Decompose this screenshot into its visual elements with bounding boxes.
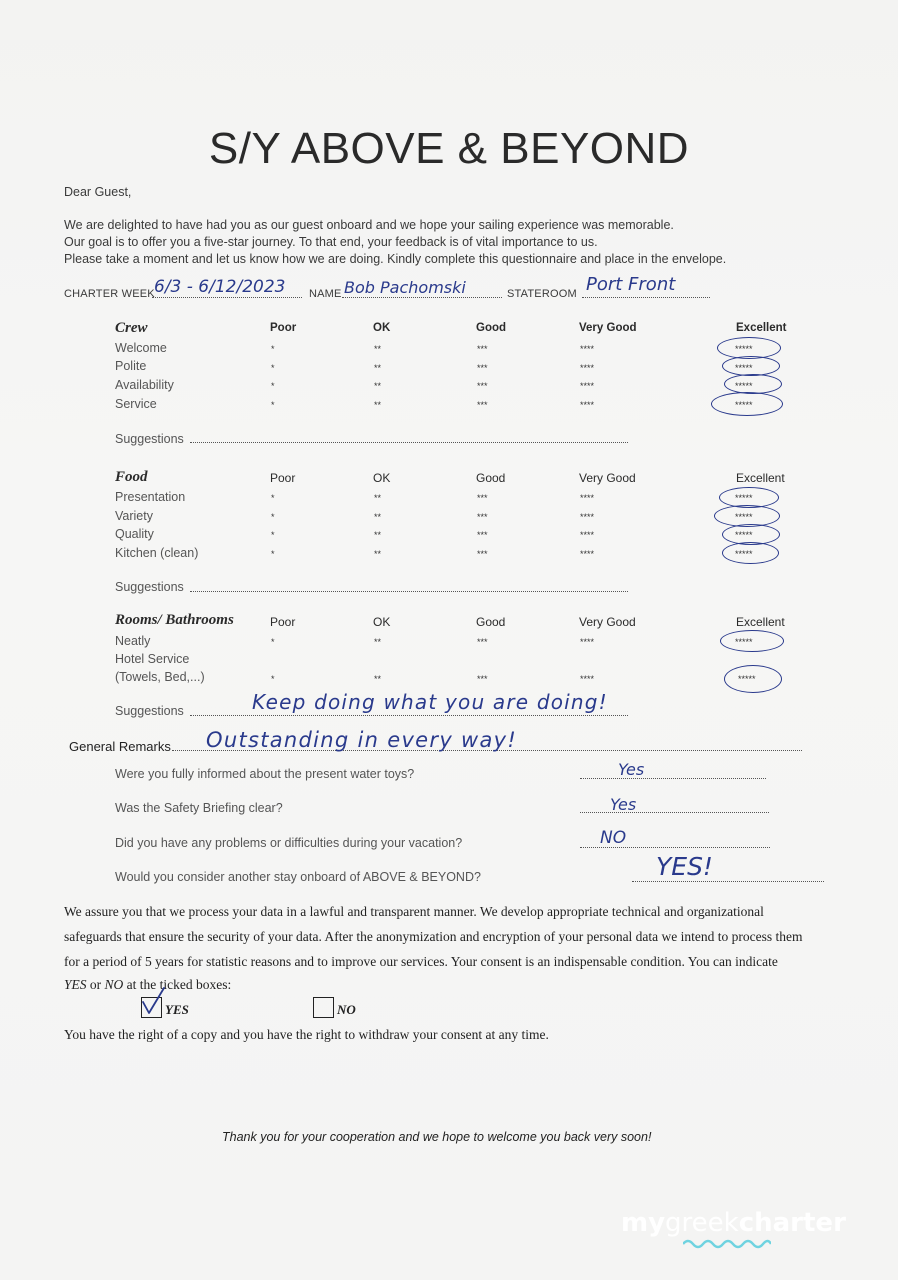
crew-service-excellent-circle[interactable] bbox=[711, 392, 783, 416]
food-kitchen-excellent-circle[interactable] bbox=[722, 542, 779, 564]
name-value[interactable]: Bob Pachomski bbox=[344, 278, 466, 297]
consent-rights: You have the right of a copy and you have the right to withdraw your consent at any time. bbox=[64, 1027, 549, 1042]
charter-week-label: CHARTER WEEK bbox=[64, 288, 155, 300]
greeting: Dear Guest, bbox=[64, 185, 132, 199]
closing-message: Thank you for your cooperation and we hope to welcome you back very soon! bbox=[222, 1130, 652, 1144]
rooms-col-good: Good bbox=[476, 615, 506, 629]
rooms-row-hotel-service: Hotel Service bbox=[115, 652, 190, 666]
crew-row-welcome: Welcome bbox=[115, 341, 167, 355]
consent-line-1: We assure you that we process your data in a lawful and transparent manner. We develop appropriate technical and organizational bbox=[64, 904, 764, 919]
food-row-quality: Quality bbox=[115, 527, 154, 541]
rooms-service-excellent-circle[interactable] bbox=[724, 665, 782, 693]
col-good: Good bbox=[476, 322, 507, 334]
rooms-col-excellent: Excellent bbox=[736, 615, 785, 629]
consent-line-3: for a period of 5 years for statistic reasons and to improve our services. Your consent is an indispensable condition. You can indicate bbox=[64, 954, 778, 969]
answer-1[interactable]: Yes bbox=[618, 760, 645, 779]
crew-section-title: Crew bbox=[115, 320, 148, 336]
crew-polite-excellent-circle[interactable] bbox=[722, 356, 780, 376]
intro-line-1: We are delighted to have had you as our guest onboard and we hope your sailing experience was memorable. bbox=[64, 218, 674, 232]
col-excellent: Excellent bbox=[736, 322, 787, 334]
crew-row-service: Service bbox=[115, 397, 157, 411]
food-col-excellent: Excellent bbox=[736, 471, 785, 485]
questionnaire-page: S/Y ABOVE & BEYOND Dear Guest, We are delighted to have had you as our guest onboard and we hope your sailing experience was memorable. Our goal is to offer you a five-star journey. To that end, your feedback is of vital importance to us. Please take a moment and let us know how we are doing. Kindly complete this questionnaire and place in the envelope. CHARTER WEEK 6/3 - 6/12/2023 NAME Bob Pachomski STATEROOM Port Front Crew Poor OK Good Very Good Excellent Welcome Polite Availability Service * ** *** **** ***** * ** *** **** ***** * ** *** **** ***** * ** *** **** ***** Suggestions Food Poor OK Good Very Good Excellent Presentation Variety Quality Kitchen (clean) * ** *** **** ***** * ** *** **** ***** * ** *** **** ***** * ** *** **** ***** Suggestions Rooms/ Bathrooms Poor OK Good Very Good Excellent Neatly Hotel Service (Towels, Bed,...) * ** *** **** ***** * ** *** **** ***** Suggestions Keep doing what you are doing! General Remarks Outstanding in every way! Were you fully informed about the present water toys? Yes Was the Safety Briefing clear? Yes Did you have any problems or difficulties during your vacation? NO Would you consider another stay onboard of ABOVE & BEYOND? YES! We assure you that we process your data in a lawful and transparent manner. We develop appropriate technical and organizational safeguards that ensure the security of your data. After the anonymization and encryption of your personal data we intend to process them for a period of 5 years for statistic reasons and to improve our services. Your consent is an indispensable condition. You can indicate YES or NO at the ticked boxes: YES NO You have the right of a copy and you have the right to withdraw your consent at any time. Thank you for your cooperation and we hope to welcome you back very soon! mygreekcharter bbox=[0, 0, 898, 1280]
question-4: Would you consider another stay onboard of ABOVE & BEYOND? bbox=[115, 870, 481, 884]
col-ok: OK bbox=[373, 322, 391, 334]
food-suggestions-line[interactable] bbox=[190, 591, 628, 592]
rooms-row-towels: (Towels, Bed,...) bbox=[115, 670, 205, 684]
rooms-neatly-excellent-circle[interactable] bbox=[720, 630, 784, 652]
rooms-col-poor: Poor bbox=[270, 615, 296, 629]
answer-3[interactable]: NO bbox=[600, 828, 627, 848]
food-row-presentation: Presentation bbox=[115, 490, 186, 504]
wave-icon bbox=[683, 1238, 771, 1250]
stateroom-value[interactable]: Port Front bbox=[586, 274, 676, 295]
consent-no-checkbox[interactable] bbox=[313, 997, 334, 1018]
intro-line-2: Our goal is to offer you a five-star journey. To that end, your feedback is of vital importance to us. bbox=[64, 235, 598, 249]
consent-line-4: YES or NO at the ticked boxes: bbox=[64, 977, 232, 992]
col-poor: Poor bbox=[270, 322, 297, 334]
rooms-suggestions-line[interactable] bbox=[190, 715, 628, 716]
consent-yes-label: YES bbox=[165, 1002, 189, 1017]
stateroom-label: STATEROOM bbox=[507, 288, 577, 300]
general-remarks-value[interactable]: Outstanding in every way! bbox=[206, 728, 518, 752]
charter-week-value[interactable]: 6/3 - 6/12/2023 bbox=[154, 277, 286, 297]
check-mark-icon bbox=[138, 986, 168, 1016]
question-3: Did you have any problems or difficulties during your vacation? bbox=[115, 836, 463, 850]
crew-availability-excellent-circle[interactable] bbox=[724, 374, 782, 394]
food-col-ok: OK bbox=[373, 471, 391, 485]
consent-line-2: safeguards that ensure the security of your data. After the anonymization and encryption of your personal data we intend to process them bbox=[64, 929, 803, 944]
rooms-suggestions-label: Suggestions bbox=[115, 704, 184, 718]
food-col-very-good: Very Good bbox=[579, 471, 636, 485]
question-2: Was the Safety Briefing clear? bbox=[115, 801, 283, 815]
rooms-col-ok: OK bbox=[373, 615, 391, 629]
answer-4[interactable]: YES! bbox=[656, 852, 713, 881]
crew-row-availability: Availability bbox=[115, 378, 174, 392]
question-1: Were you fully informed about the present water toys? bbox=[115, 767, 415, 781]
page-title: S/Y ABOVE & BEYOND bbox=[208, 124, 690, 173]
crew-suggestions-line[interactable] bbox=[190, 442, 628, 443]
answer-2[interactable]: Yes bbox=[610, 795, 637, 814]
intro-line-3: Please take a moment and let us know how we are doing. Kindly complete this questionnaire and place in the envelope. bbox=[64, 252, 727, 266]
crew-row-polite: Polite bbox=[115, 359, 147, 373]
consent-no-label: NO bbox=[337, 1002, 356, 1017]
rooms-section-title: Rooms/ Bathrooms bbox=[115, 612, 234, 628]
rooms-row-neatly: Neatly bbox=[115, 634, 151, 648]
food-section-title: Food bbox=[115, 469, 148, 485]
general-remarks-label: General Remarks bbox=[69, 739, 171, 754]
food-suggestions-label: Suggestions bbox=[115, 580, 184, 594]
mygreekcharter-logo: mygreekcharter bbox=[621, 1208, 846, 1238]
name-label: NAME bbox=[309, 288, 342, 300]
food-col-poor: Poor bbox=[270, 471, 296, 485]
rooms-suggestions-value[interactable]: Keep doing what you are doing! bbox=[252, 690, 608, 714]
food-row-kitchen: Kitchen (clean) bbox=[115, 546, 199, 560]
food-row-variety: Variety bbox=[115, 509, 153, 523]
col-very-good: Very Good bbox=[579, 322, 637, 334]
food-col-good: Good bbox=[476, 471, 506, 485]
crew-suggestions-label: Suggestions bbox=[115, 432, 184, 446]
rooms-col-very-good: Very Good bbox=[579, 615, 636, 629]
